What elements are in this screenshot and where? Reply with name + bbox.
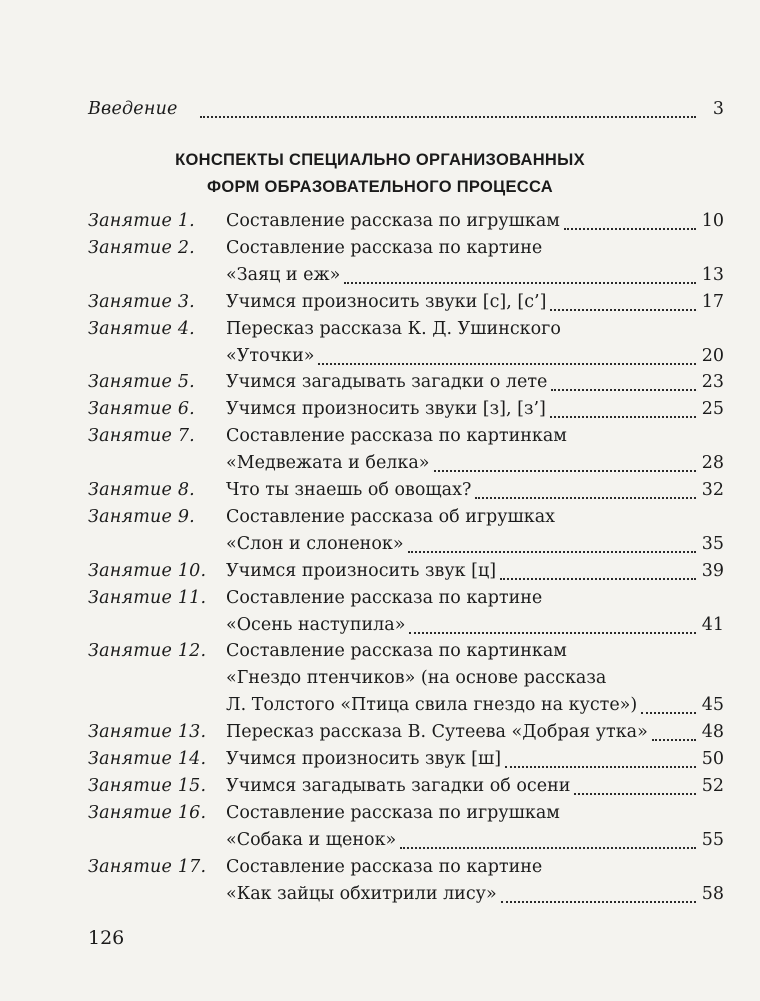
toc-entry-line[interactable]	[0, 773, 760, 799]
toc-entry-line[interactable]	[0, 881, 760, 907]
lesson-label: Занятие 7.	[88, 426, 195, 447]
lesson-title: Учимся произносить звуки [с], [с’]	[226, 291, 547, 312]
lesson-title: Учимся произносить звуки [з], [з’]	[226, 399, 546, 420]
toc-entry-line[interactable]	[0, 531, 760, 557]
toc-entry-line[interactable]	[0, 558, 760, 584]
lesson-title: Что ты знаешь об овощах?	[226, 480, 472, 500]
lesson-page-number: 25	[701, 399, 724, 420]
lesson-page-number: 45	[701, 695, 724, 716]
lesson-title: «Заяц и еж»	[226, 264, 341, 285]
lesson-page-number: 55	[701, 829, 724, 850]
lesson-page-number: 17	[701, 291, 724, 312]
leader-dots	[564, 228, 696, 230]
toc-entry-line[interactable]	[0, 423, 760, 449]
toc-entry-line[interactable]	[0, 665, 760, 691]
toc-intro-row[interactable]	[0, 96, 760, 122]
lesson-title: «Слон и слоненок»	[226, 533, 404, 554]
toc-entry-line[interactable]	[0, 854, 760, 880]
leader-dots	[409, 632, 696, 634]
lesson-label: Занятие 5.	[88, 372, 195, 393]
toc-entry-line[interactable]	[0, 504, 760, 530]
lesson-title: Составление рассказа по картине	[226, 856, 543, 877]
leader-dots	[475, 497, 696, 499]
lesson-title: Составление рассказа по картинкам	[226, 426, 567, 447]
lesson-title: «Собака и щенок»	[226, 829, 397, 850]
lesson-title: Учимся загадывать загадки о лете	[226, 372, 548, 393]
toc-entry-line[interactable]	[0, 208, 760, 234]
lesson-page-number: 13	[701, 264, 724, 285]
lesson-label: Занятие 12.	[88, 641, 207, 662]
lesson-page-number: 50	[701, 749, 724, 769]
toc-entry-line[interactable]	[0, 827, 760, 853]
lesson-label: Занятие 9.	[88, 506, 195, 527]
lesson-title: «Как зайцы обхитрили лису»	[226, 883, 497, 904]
leader-dots	[574, 793, 696, 795]
leader-dots	[652, 739, 696, 741]
lesson-title: Учимся произносить звук [ш]	[226, 749, 502, 769]
lesson-page-number: 39	[701, 560, 724, 581]
toc-entry-line[interactable]	[0, 262, 760, 288]
lesson-page-number: 41	[701, 614, 724, 635]
leader-dots	[500, 578, 696, 580]
lesson-page-number: 52	[701, 775, 724, 796]
lesson-label: Занятие 2.	[88, 237, 195, 258]
lesson-title: Пересказ рассказа К. Д. Ушинского	[226, 318, 561, 339]
leader-dots	[551, 389, 696, 391]
lesson-page-number: 32	[701, 480, 724, 500]
lesson-page-number: 35	[701, 533, 724, 554]
toc-entry-line[interactable]	[0, 396, 760, 422]
lesson-title: Пересказ рассказа В. Сутеева «Добрая утка»	[226, 722, 648, 743]
toc-entry-line[interactable]	[0, 800, 760, 826]
lesson-title: Составление рассказа по игрушкам	[226, 802, 560, 823]
lesson-page-number: 28	[701, 453, 724, 474]
lesson-label: Занятие 15.	[88, 775, 207, 796]
toc-entry-line[interactable]	[0, 235, 760, 261]
lesson-page-number: 10	[701, 211, 724, 231]
toc-entry-line[interactable]	[0, 316, 760, 342]
toc-entry-line[interactable]	[0, 369, 760, 395]
leader-dots	[501, 901, 696, 903]
lesson-label: Занятие 17.	[88, 856, 207, 877]
intro-page-number: 3	[712, 99, 724, 119]
leader-dots	[408, 551, 696, 553]
lesson-label: Занятие 14.	[88, 749, 207, 769]
section-heading-line-2: ФОРМ ОБРАЗОВАТЕЛЬНОГО ПРОЦЕССА	[206, 178, 554, 196]
leader-dots	[550, 309, 696, 311]
lesson-page-number: 23	[701, 372, 724, 393]
toc-entry-line[interactable]	[0, 612, 760, 638]
leader-dots	[200, 116, 696, 118]
toc-entry-line[interactable]	[0, 719, 760, 745]
lesson-title: «Осень наступила»	[226, 614, 406, 635]
lesson-label: Занятие 4.	[88, 318, 195, 339]
lesson-title: Составление рассказа по картине	[226, 587, 543, 608]
section-heading-line-1: КОНСПЕКТЫ СПЕЦИАЛЬНО ОРГАНИЗОВАННЫХ	[175, 151, 585, 169]
lesson-title: Учимся загадывать загадки об осени	[226, 775, 571, 796]
toc-entry-line[interactable]	[0, 477, 760, 503]
lesson-page-number: 58	[701, 883, 724, 904]
toc-entry-line[interactable]	[0, 450, 760, 476]
lesson-title: «Уточки»	[226, 345, 315, 366]
toc-entry-line[interactable]	[0, 289, 760, 315]
lesson-title: Составление рассказа по картинкам	[226, 641, 567, 662]
lesson-title: Л. Толстого «Птица свила гнездо на кусте»)	[226, 695, 638, 716]
toc-entry-line[interactable]	[0, 343, 760, 369]
leader-dots	[318, 363, 696, 365]
lesson-label: Занятие 13.	[88, 722, 207, 743]
toc-entry-line[interactable]	[0, 585, 760, 611]
lesson-title: Составление рассказа по картине	[226, 237, 543, 258]
lesson-label: Занятие 16.	[88, 802, 207, 823]
leader-dots	[641, 712, 696, 714]
lesson-title: «Медвежата и белка»	[226, 453, 430, 474]
leader-dots	[434, 470, 697, 472]
lesson-title: Учимся произносить звук [ц]	[226, 560, 497, 581]
lesson-page-number: 48	[701, 722, 724, 743]
leader-dots	[550, 416, 696, 418]
lesson-label: Занятие 3.	[88, 291, 195, 312]
page-number: 126	[88, 927, 125, 949]
lesson-title: «Гнездо птенчиков» (на основе рассказа	[226, 668, 607, 689]
toc-entry-line[interactable]	[0, 692, 760, 718]
lesson-title: Составление рассказа по игрушкам	[226, 211, 560, 231]
intro-label: Введение	[88, 99, 178, 119]
lesson-label: Занятие 8.	[88, 480, 195, 500]
lesson-label: Занятие 1.	[88, 211, 195, 231]
toc-entry-line[interactable]	[0, 638, 760, 664]
lesson-label: Занятие 6.	[88, 399, 195, 420]
lesson-page-number: 20	[701, 345, 724, 366]
leader-dots	[400, 847, 696, 849]
toc-entry-line[interactable]	[0, 746, 760, 772]
leader-dots	[344, 282, 696, 284]
leader-dots	[505, 766, 696, 768]
lesson-title: Составление рассказа об игрушках	[226, 506, 556, 527]
lesson-label: Занятие 10.	[88, 560, 207, 581]
lesson-label: Занятие 11.	[88, 587, 207, 608]
